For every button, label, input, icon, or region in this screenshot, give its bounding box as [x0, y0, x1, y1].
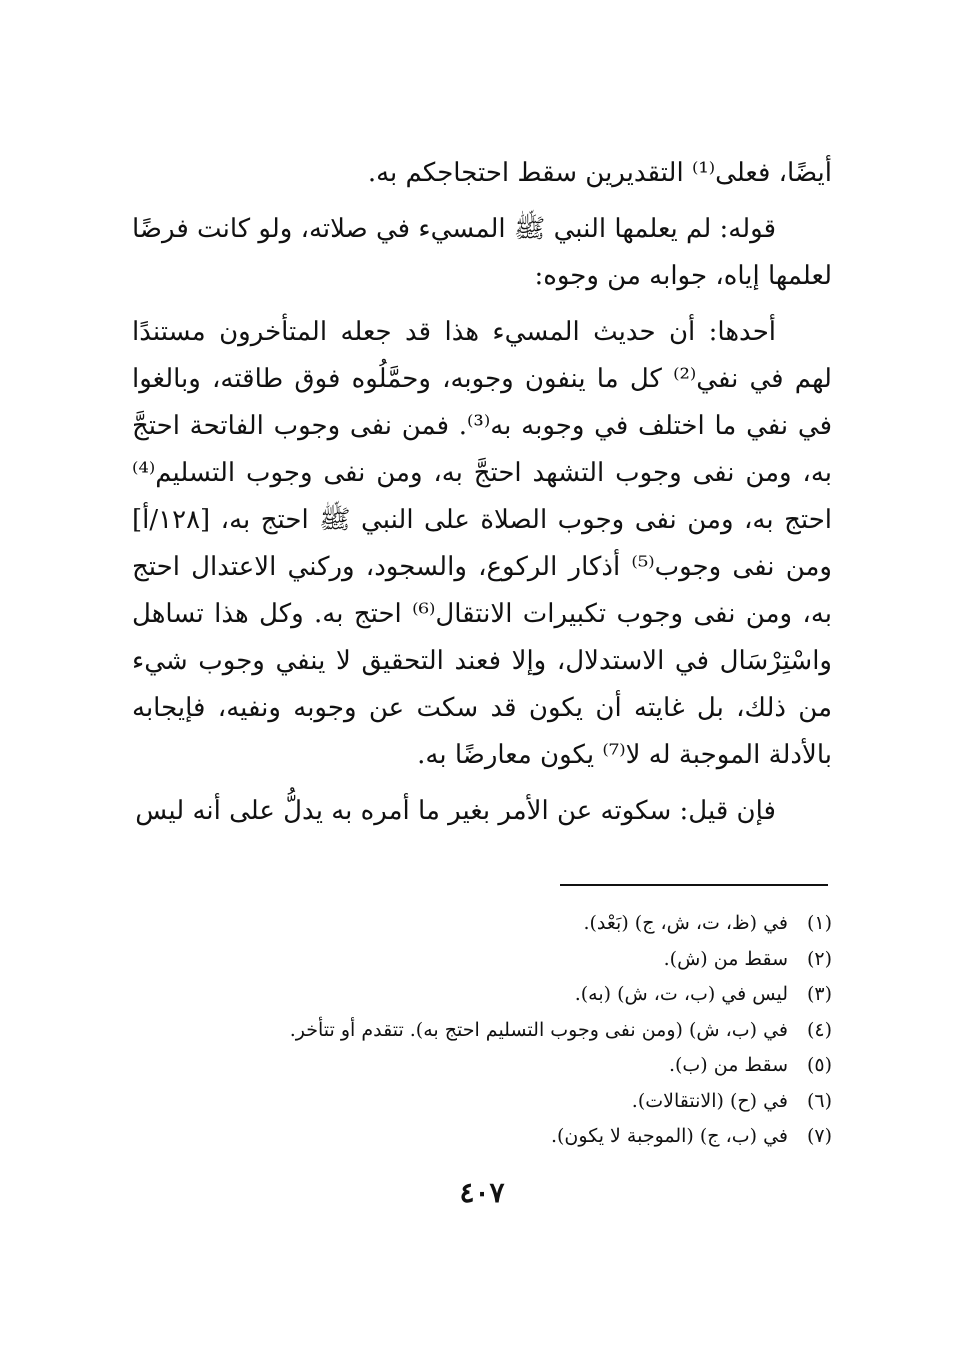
footnote-number: (٧)	[806, 1125, 832, 1147]
footnote-4	[132, 1013, 832, 1049]
footnote-5	[132, 1048, 832, 1084]
footnote-text: سقط من (ب).	[668, 1054, 788, 1076]
paragraph-3: أحدها: أن حديث المسيء هذا قد جعله المتأخرون مستندًا لهم في نفي⁽²⁾ كل ما ينفون وجوبه، وحمَّلُوه فوق طاقته، وبالغوا في نفي ما اختلف في وجوبه به⁽³⁾. فمن نفى وجوب الفاتحة احتجَّ به، ومن نفى وجوب التشهد احتجَّ به، ومن نفى وجوب التسليم⁽⁴⁾ احتج به، ومن نفى وجوب الصلاة على النبي ﷺ احتج به، [١٢٨/أ] ومن نفى وجوب⁽⁵⁾ أذكار الركوع، والسجود، وركني الاعتدال احتج به، ومن نفى وجوب تكبيرات الانتقال⁽⁶⁾ احتج به. وكل هذا تساهل واسْتِرْسَال في الاستدلال، وإلا فعند التحقيق لا ينفي وجوب شيء من ذلك، بل غايته أن يكون قد سكت عن وجوبه ونفيه، فإيجابه بالأدلة الموجبة له لا⁽⁷⁾ يكون معارضًا به.	[132, 317, 832, 770]
footnote-text: في (ظ، ت، ش، ج) (بَعْد).	[583, 912, 788, 934]
footnote-text: ليس في (ب، ت، ش) (به).	[574, 983, 788, 1005]
footnote-2	[132, 942, 832, 978]
footnote-6	[132, 1084, 832, 1120]
footnote-number: (٤)	[806, 1018, 832, 1041]
footnote-number: (١)	[806, 912, 832, 934]
footnote-text: سقط من (ش).	[663, 947, 788, 970]
footnote-3	[132, 977, 832, 1013]
footnote-text: في (ح) (الانتقالات).	[631, 1089, 788, 1112]
footnote-separator	[560, 884, 828, 886]
paragraph-4: فإن قيل: سكوته عن الأمر بغير ما أمره به يدلُّ على أنه ليس	[135, 796, 776, 826]
page-number: ٤٠٧	[459, 1176, 505, 1209]
footnote-number: (٢)	[806, 947, 832, 970]
footnote-number: (٣)	[806, 983, 832, 1005]
footnote-1	[132, 906, 832, 942]
footnotes	[132, 906, 832, 1155]
footnote-number: (٦)	[806, 1089, 832, 1112]
footnote-number: (٥)	[806, 1054, 832, 1076]
footnote-7	[132, 1119, 832, 1155]
paragraph-2: قوله: لم يعلمها النبي ﷺ المسيء في صلاته، ولو كانت فرضًا لعلمها إياه، جوابه من وجوه:	[132, 214, 832, 291]
footnote-text: في (ب، ش) (ومن نفى وجوب التسليم احتج به). تتقدم أو تتأخر.	[289, 1018, 788, 1041]
paragraph-1: أيضًا، فعلى⁽¹⁾ التقديرين سقط احتجاجكم به.	[367, 158, 832, 188]
main-text	[132, 150, 832, 844]
footnote-text: في (ب، ج) (الموجبة لا يكون).	[550, 1125, 788, 1147]
